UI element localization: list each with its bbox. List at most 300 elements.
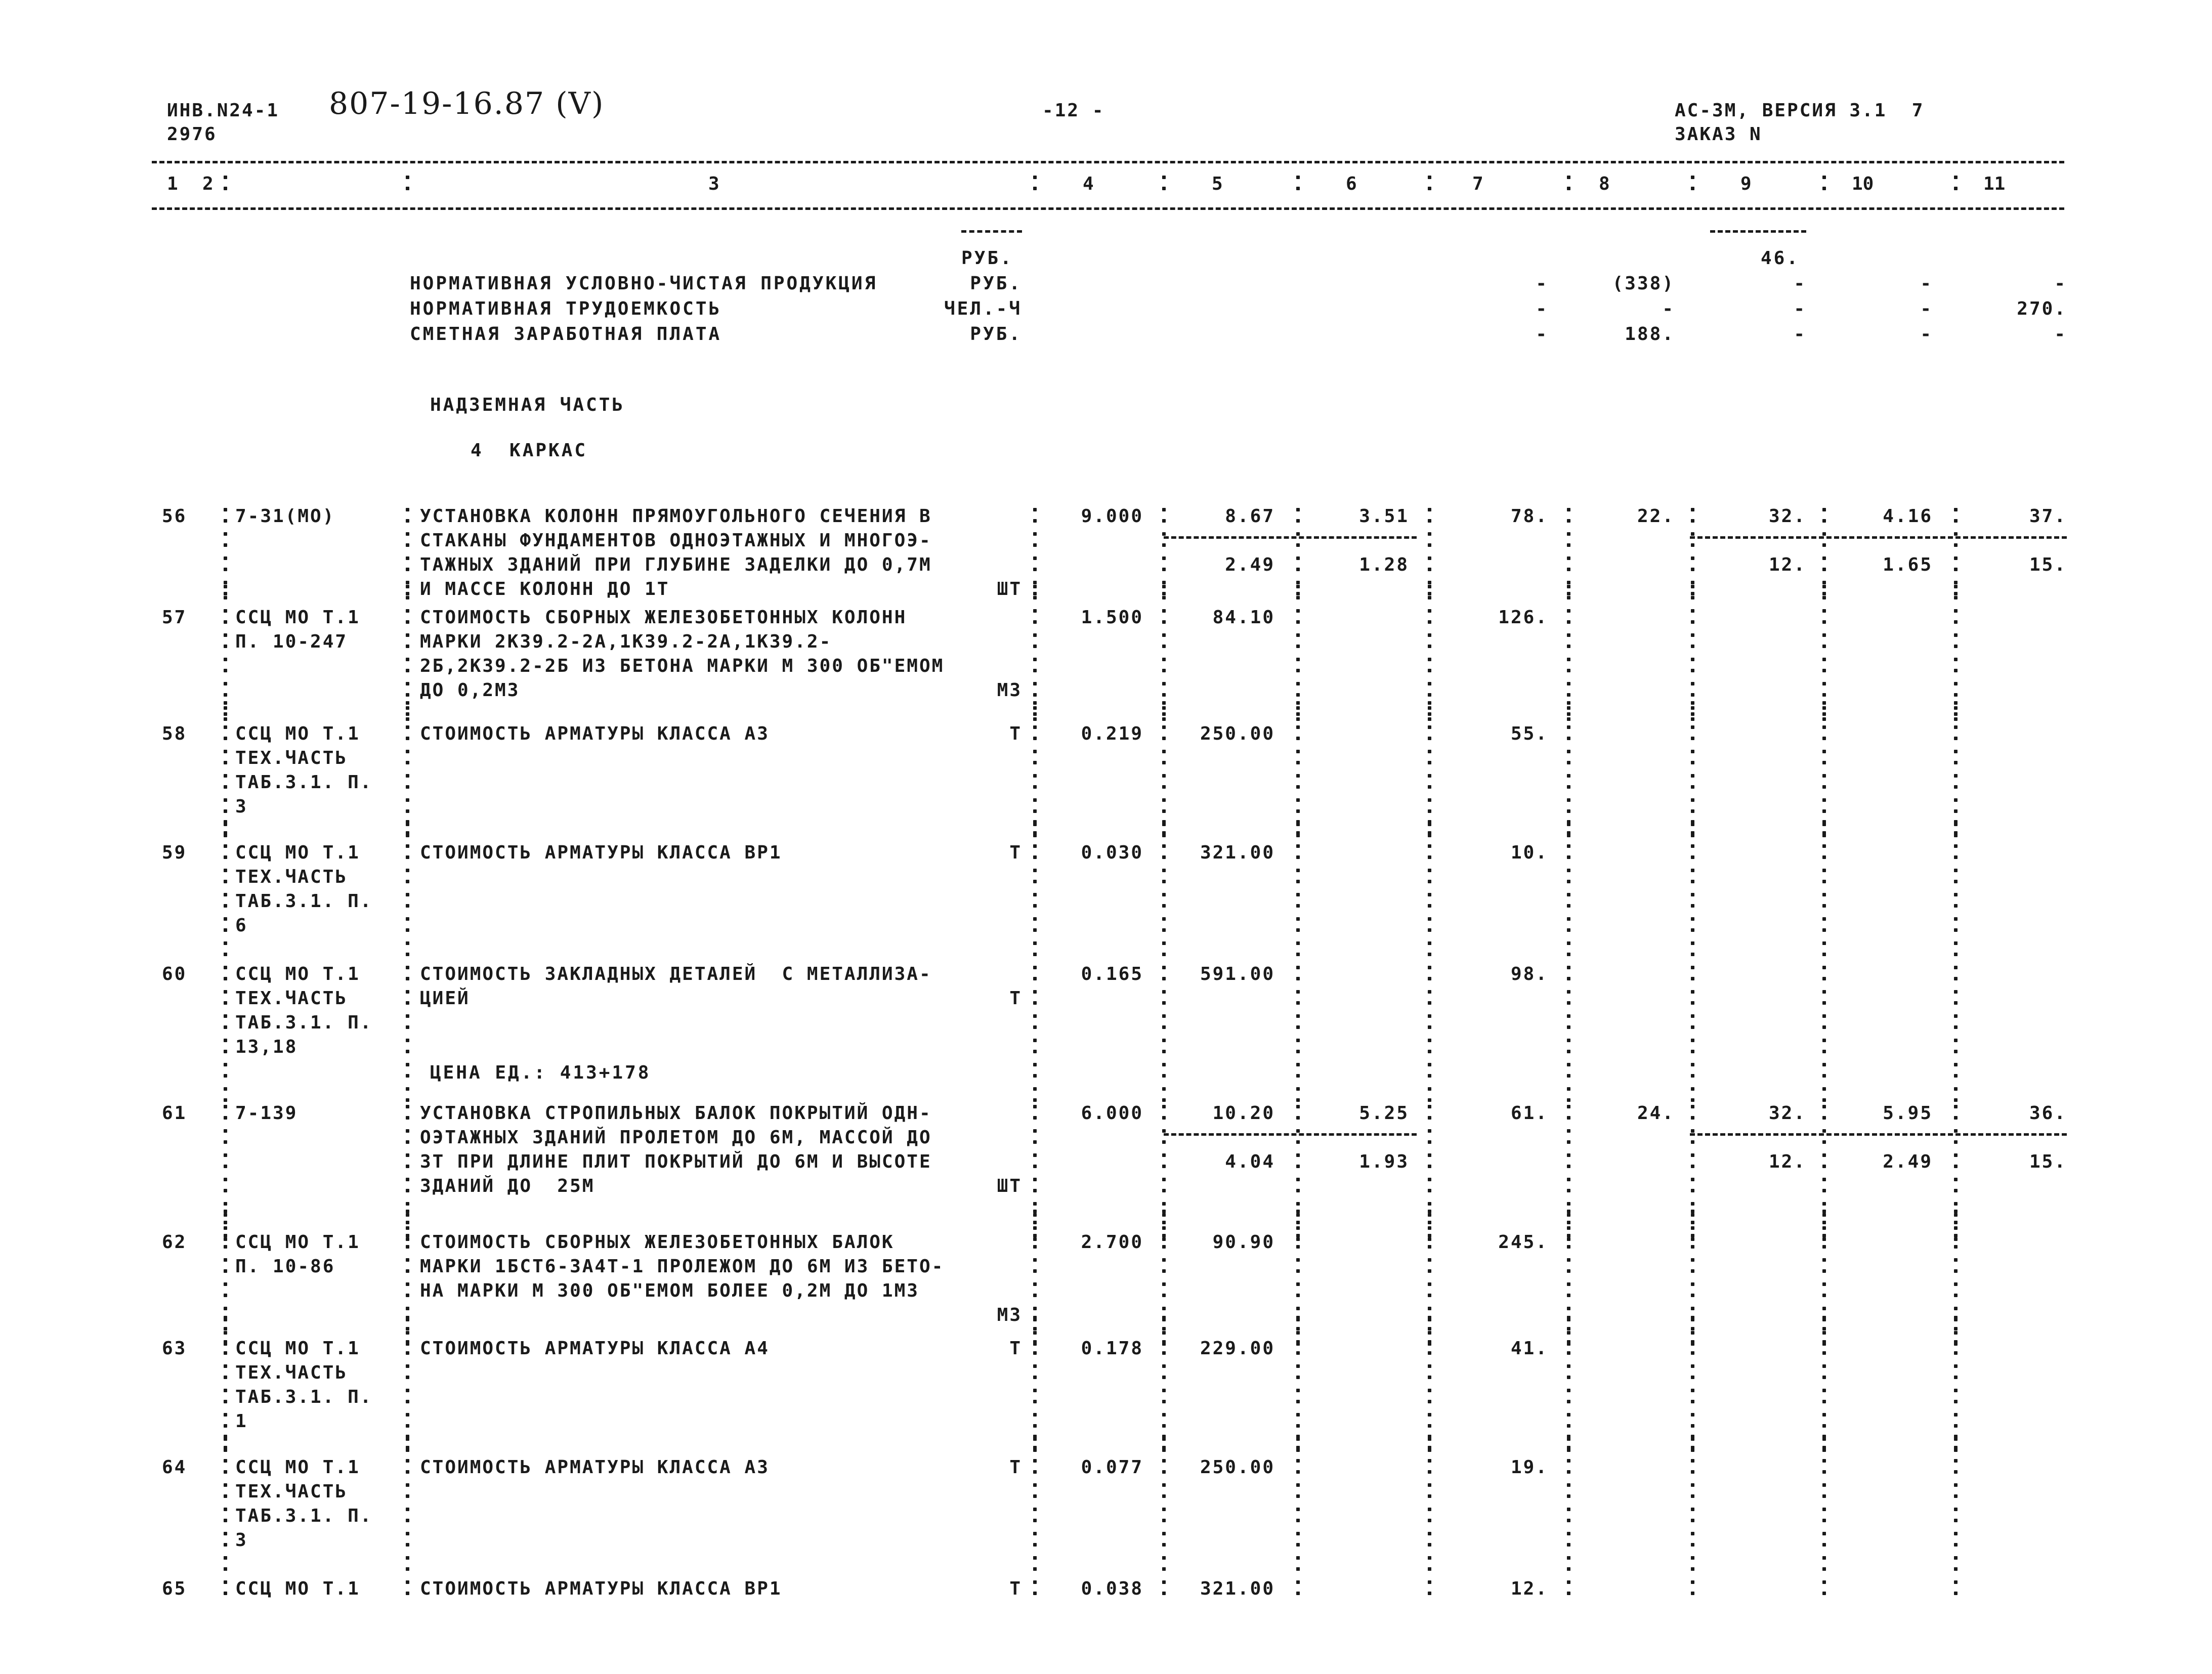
- work-description: ТАЖНЫХ ЗДАНИЙ ПРИ ГЛУБИНЕ ЗАДЕЛКИ ДО 0,7М: [420, 554, 932, 575]
- column-separator: [405, 1210, 410, 1225]
- column-separator: [405, 990, 410, 1005]
- summary-c9: -: [1794, 324, 1806, 345]
- column-separator: [1161, 1129, 1166, 1144]
- column-separator: [1566, 1258, 1571, 1273]
- column-separator: [1690, 893, 1695, 908]
- column-separator: [1953, 1483, 1958, 1498]
- column-separator: [1427, 917, 1432, 932]
- column-number: 3: [708, 174, 719, 194]
- column-separator: [1427, 1210, 1432, 1225]
- column-separator: [1032, 633, 1037, 649]
- column-separator: [1690, 682, 1695, 697]
- summary-c7: -: [1536, 273, 1548, 294]
- column-separator: [1161, 990, 1166, 1005]
- column-separator: [1566, 725, 1571, 741]
- column-separator: [1566, 893, 1571, 908]
- column-separator: [223, 1014, 228, 1029]
- column-separator: [1566, 820, 1571, 835]
- column-separator: [1427, 750, 1432, 765]
- cell-c5: 90.90: [1212, 1232, 1275, 1253]
- column-separator: [223, 1340, 228, 1355]
- row-number: 63: [162, 1338, 187, 1359]
- column-separator: [1295, 941, 1300, 957]
- unit: ШТ: [997, 579, 1022, 599]
- column-separator: [1690, 1316, 1695, 1331]
- cell-c5: 8.67: [1225, 506, 1275, 527]
- column-number-separator: [1032, 176, 1037, 191]
- column-separator: [1427, 1483, 1432, 1498]
- column-separator: [1161, 820, 1166, 835]
- column-separator: [1032, 1389, 1037, 1404]
- column-separator: [1566, 966, 1571, 981]
- column-separator: [1032, 682, 1037, 697]
- column-separator: [405, 1580, 410, 1596]
- cell-c5: 84.10: [1212, 607, 1275, 628]
- column-number: 4: [1083, 174, 1094, 194]
- column-number: 2: [202, 174, 214, 194]
- column-separator: [1821, 893, 1826, 908]
- column-separator: [1566, 1435, 1571, 1450]
- cell-c7: 245.: [1498, 1232, 1548, 1253]
- column-number: 5: [1212, 174, 1223, 194]
- column-separator: [223, 1580, 228, 1596]
- cell-c8: 22.: [1637, 506, 1675, 527]
- column-separator: [1690, 1435, 1695, 1450]
- column-separator: [1821, 844, 1826, 860]
- summary-c11: 270.: [2017, 298, 2067, 319]
- column-separator: [1295, 750, 1300, 765]
- column-separator: [1427, 1282, 1432, 1298]
- column-separator: [1690, 701, 1695, 716]
- column-separator: [1566, 609, 1571, 624]
- column-separator: [1566, 1210, 1571, 1225]
- column-separator: [1032, 1413, 1037, 1428]
- column-separator: [1566, 750, 1571, 765]
- cost-code: ТЕХ.ЧАСТЬ: [235, 748, 348, 768]
- unit: Т: [1009, 1338, 1022, 1359]
- column-separator: [1427, 1039, 1432, 1054]
- column-separator: [1690, 750, 1695, 765]
- cell-c6: 3.51: [1359, 506, 1409, 527]
- column-separator: [405, 1389, 410, 1404]
- column-separator: [1690, 869, 1695, 884]
- column-separator: [1295, 1316, 1300, 1331]
- column-separator: [1032, 1153, 1037, 1169]
- column-separator: [223, 774, 228, 789]
- cell-c4: 2.700: [1081, 1232, 1143, 1253]
- column-separator: [1032, 1435, 1037, 1450]
- column-separator: [405, 966, 410, 981]
- column-separator: [1161, 1039, 1166, 1054]
- column-separator: [1690, 725, 1695, 741]
- column-separator: [1161, 1014, 1166, 1029]
- work-description: 3Т ПРИ ДЛИНЕ ПЛИТ ПОКРЫТИЙ ДО 6М И ВЫСОТЕ: [420, 1151, 932, 1172]
- column-separator: [1953, 1234, 1958, 1249]
- column-separator: [405, 917, 410, 932]
- cell-c4: 6.000: [1081, 1103, 1143, 1124]
- column-separator: [223, 1413, 228, 1428]
- column-separator: [223, 1483, 228, 1498]
- column-separator: [1161, 1413, 1166, 1428]
- column-separator: [1821, 1508, 1826, 1523]
- column-separator: [1161, 1178, 1166, 1193]
- header-top-rule: [152, 161, 2064, 163]
- column-separator: [405, 1129, 410, 1144]
- column-separator: [1821, 750, 1826, 765]
- column-separator: [405, 1556, 410, 1571]
- column-separator: [1690, 966, 1695, 981]
- column-separator: [223, 844, 228, 860]
- column-separator: [1161, 1532, 1166, 1547]
- column-separator: [1566, 1087, 1571, 1102]
- work-description: ОЭТАЖНЫХ ЗДАНИЙ ПРОЛЕТОМ ДО 6М, МАССОЙ ДО: [420, 1127, 932, 1148]
- column-separator: [1566, 798, 1571, 813]
- column-separator: [1566, 1282, 1571, 1298]
- column-separator: [1821, 1556, 1826, 1571]
- column-separator: [1953, 725, 1958, 741]
- column-separator: [223, 798, 228, 813]
- column-separator: [1821, 1063, 1826, 1078]
- column-separator: [1821, 917, 1826, 932]
- column-separator: [1295, 1129, 1300, 1144]
- row-number: 65: [162, 1578, 187, 1599]
- summary-unit: ЧЕЛ.-Ч: [944, 298, 1022, 319]
- cost-code: П. 10-86: [235, 1256, 335, 1277]
- column-separator: [1953, 658, 1958, 673]
- column-number-separator: [1821, 176, 1826, 191]
- column-separator: [1427, 1153, 1432, 1169]
- unit: М3: [997, 1305, 1022, 1325]
- column-separator: [1161, 633, 1166, 649]
- column-separator: [1032, 532, 1037, 547]
- column-separator: [223, 1508, 228, 1523]
- work-description: СТОИМОСТЬ ЗАКЛАДНЫХ ДЕТАЛЕЙ С МЕТАЛЛИЗА-: [420, 964, 932, 984]
- column-separator: [1295, 658, 1300, 673]
- column-separator: [1566, 1508, 1571, 1523]
- column-separator: [1690, 1129, 1695, 1144]
- cost-code: ТЕХ.ЧАСТЬ: [235, 867, 348, 887]
- column-separator: [1295, 609, 1300, 624]
- column-separator: [1953, 1014, 1958, 1029]
- cell-c7: 126.: [1498, 607, 1548, 628]
- summary-unit: РУБ.: [970, 273, 1022, 294]
- handwritten-project-code: 807-19-16.87 (V): [329, 86, 605, 121]
- column-separator: [1032, 585, 1037, 600]
- column-separator: [1690, 1178, 1695, 1193]
- unit: Т: [1009, 842, 1022, 863]
- column-separator: [1953, 1282, 1958, 1298]
- column-separator: [223, 682, 228, 697]
- column-separator: [1566, 1039, 1571, 1054]
- column-separator: [1690, 1532, 1695, 1547]
- column-separator: [1821, 1178, 1826, 1193]
- cost-code: ТЕХ.ЧАСТЬ: [235, 1481, 348, 1502]
- cell-c4: 9.000: [1081, 506, 1143, 527]
- summary-c7: -: [1536, 324, 1548, 345]
- column-separator: [1566, 1389, 1571, 1404]
- column-separator: [1161, 1316, 1166, 1331]
- cell-c5: 10.20: [1212, 1103, 1275, 1124]
- column-separator: [405, 1178, 410, 1193]
- column-separator: [1295, 893, 1300, 908]
- column-separator: [1953, 1087, 1958, 1102]
- cell-c10: 5.95: [1883, 1103, 1933, 1124]
- system-version: АС-3М, ВЕРСИЯ 3.1 7: [1675, 100, 1925, 121]
- summary-col9-value: 46.: [1761, 248, 1800, 269]
- column-separator: [1566, 1483, 1571, 1498]
- work-description: СТАКАНЫ ФУНДАМЕНТОВ ОДНОЭТАЖНЫХ И МНОГОЭ-: [420, 530, 932, 551]
- column-separator: [1566, 1459, 1571, 1474]
- column-separator: [1295, 633, 1300, 649]
- column-separator: [1953, 844, 1958, 860]
- column-separator: [1953, 893, 1958, 908]
- column-separator: [1161, 1087, 1166, 1102]
- cell-c7: 10.: [1510, 842, 1548, 863]
- summary-c7: -: [1536, 298, 1548, 319]
- cell-c9: 32.: [1768, 506, 1806, 527]
- column-separator: [405, 633, 410, 649]
- column-separator: [223, 1532, 228, 1547]
- column-separator: [1032, 1210, 1037, 1225]
- inventory-label: ИНВ.N24-1: [167, 100, 280, 121]
- column-separator: [405, 1153, 410, 1169]
- column-separator: [1690, 1483, 1695, 1498]
- column-number: 9: [1740, 174, 1752, 194]
- summary-c11: -: [2054, 324, 2067, 345]
- column-separator: [1690, 1413, 1695, 1428]
- column-separator: [1161, 658, 1166, 673]
- column-separator: [1690, 1039, 1695, 1054]
- column-separator: [1427, 682, 1432, 697]
- column-separator: [1690, 1258, 1695, 1273]
- cost-code: ТЕХ.ЧАСТЬ: [235, 988, 348, 1009]
- column-separator: [1821, 1039, 1826, 1054]
- unit: ШТ: [997, 1176, 1022, 1196]
- column-separator: [223, 1210, 228, 1225]
- column-separator: [1690, 917, 1695, 932]
- column-separator: [1953, 1580, 1958, 1596]
- column-separator: [1821, 1459, 1826, 1474]
- cell-c9: 12.: [1768, 1151, 1806, 1172]
- column-separator: [405, 869, 410, 884]
- column-separator: [1161, 1508, 1166, 1523]
- column-separator: [1032, 869, 1037, 884]
- column-separator: [1161, 750, 1166, 765]
- work-description: МАРКИ 2К39.2-2А,1К39.2-2А,1К39.2-: [420, 631, 832, 652]
- column-separator: [1427, 820, 1432, 835]
- column-separator: [1690, 1340, 1695, 1355]
- column-separator: [1690, 609, 1695, 624]
- cell-c7: 12.: [1510, 1578, 1548, 1599]
- column-separator: [1032, 990, 1037, 1005]
- column-separator: [1821, 585, 1826, 600]
- cell-c7: 19.: [1510, 1457, 1548, 1478]
- column-separator: [405, 1413, 410, 1428]
- column-separator: [405, 1105, 410, 1120]
- order-label: ЗАКАЗ N: [1675, 124, 1762, 145]
- cost-code: 3: [235, 796, 248, 817]
- column-number: 11: [1983, 174, 2006, 194]
- column-separator: [1690, 844, 1695, 860]
- column-separator: [1690, 532, 1695, 547]
- column-separator: [1566, 701, 1571, 716]
- cell-c5: 321.00: [1200, 1578, 1275, 1599]
- summary-c8: (338): [1612, 273, 1675, 294]
- column-separator: [405, 798, 410, 813]
- column-number-separator: [1953, 176, 1958, 191]
- column-separator: [223, 556, 228, 572]
- column-separator: [1427, 941, 1432, 957]
- column-separator: [405, 682, 410, 697]
- column-separator: [1821, 1389, 1826, 1404]
- column-separator: [223, 750, 228, 765]
- subtotal-rule: [1164, 1133, 1417, 1136]
- column-separator: [223, 1105, 228, 1120]
- column-separator: [405, 844, 410, 860]
- column-separator: [1821, 658, 1826, 673]
- column-separator: [1566, 1316, 1571, 1331]
- column-separator: [405, 820, 410, 835]
- column-separator: [1032, 1014, 1037, 1029]
- column-separator: [223, 725, 228, 741]
- cost-code: 1: [235, 1411, 248, 1432]
- column-separator: [1953, 990, 1958, 1005]
- column-separator: [1566, 633, 1571, 649]
- column-separator: [1295, 585, 1300, 600]
- column-separator: [1953, 750, 1958, 765]
- column-separator: [1295, 1435, 1300, 1450]
- column-separator: [1427, 893, 1432, 908]
- column-separator: [223, 658, 228, 673]
- column-separator: [1821, 609, 1826, 624]
- column-separator: [1427, 701, 1432, 716]
- column-number: 1: [167, 174, 178, 194]
- work-description: СТОИМОСТЬ СБОРНЫХ ЖЕЛЕЗОБЕТОННЫХ КОЛОНН: [420, 607, 907, 628]
- column-separator: [1690, 798, 1695, 813]
- cell-c11: 15.: [2029, 1151, 2067, 1172]
- cost-code: ТАБ.3.1. П.: [235, 1387, 373, 1407]
- column-separator: [1821, 1316, 1826, 1331]
- column-separator: [1566, 1413, 1571, 1428]
- column-separator: [405, 1364, 410, 1380]
- column-separator: [1953, 774, 1958, 789]
- column-separator: [1566, 1340, 1571, 1355]
- column-separator: [1427, 633, 1432, 649]
- column-separator: [1566, 1364, 1571, 1380]
- column-separator: [1821, 1483, 1826, 1498]
- column-number: 7: [1472, 174, 1483, 194]
- column-separator: [1161, 1210, 1166, 1225]
- column-separator: [1032, 1556, 1037, 1571]
- column-separator: [1295, 1508, 1300, 1523]
- cell-c4: 0.030: [1081, 842, 1143, 863]
- column-separator: [1690, 1014, 1695, 1029]
- column-separator: [1032, 1532, 1037, 1547]
- column-separator: [1821, 1014, 1826, 1029]
- column-separator: [1427, 1435, 1432, 1450]
- column-separator: [405, 609, 410, 624]
- column-separator: [1295, 1087, 1300, 1102]
- column-separator: [1295, 1580, 1300, 1596]
- column-separator: [1821, 682, 1826, 697]
- column-separator: [1427, 1087, 1432, 1102]
- column-separator: [1690, 1282, 1695, 1298]
- column-separator: [1295, 1389, 1300, 1404]
- column-separator: [1953, 798, 1958, 813]
- column-separator: [1690, 941, 1695, 957]
- column-separator: [1821, 1340, 1826, 1355]
- column-separator: [1427, 1063, 1432, 1078]
- cost-code: ТАБ.3.1. П.: [235, 772, 373, 793]
- cell-c6: 5.25: [1359, 1103, 1409, 1124]
- column-separator: [1690, 1364, 1695, 1380]
- column-separator: [1953, 1039, 1958, 1054]
- column-separator: [1161, 941, 1166, 957]
- work-description: СТОИМОСТЬ СБОРНЫХ ЖЕЛЕЗОБЕТОННЫХ БАЛОК: [420, 1232, 895, 1253]
- column-separator: [1032, 917, 1037, 932]
- column-separator: [405, 658, 410, 673]
- work-description: СТОИМОСТЬ АРМАТУРЫ КЛАССА А4: [420, 1338, 770, 1359]
- column-separator: [405, 532, 410, 547]
- column-separator: [1953, 701, 1958, 716]
- column-separator: [223, 1039, 228, 1054]
- column-separator: [405, 750, 410, 765]
- column-separator: [1566, 532, 1571, 547]
- cost-code: ССЦ МО Т.1: [235, 964, 360, 984]
- column-separator: [1161, 682, 1166, 697]
- column-separator: [1566, 844, 1571, 860]
- work-description: СТОИМОСТЬ АРМАТУРЫ КЛАССА А3: [420, 723, 770, 744]
- column-separator: [1032, 556, 1037, 572]
- column-separator: [1295, 682, 1300, 697]
- column-separator: [1690, 774, 1695, 789]
- column-number-separator: [223, 176, 228, 191]
- column-separator: [1690, 633, 1695, 649]
- summary-c10: -: [1920, 324, 1933, 345]
- cost-code: 7-31(МО): [235, 506, 335, 527]
- column-separator: [1032, 1258, 1037, 1273]
- column-separator: [1953, 1129, 1958, 1144]
- unit: М3: [997, 680, 1022, 701]
- work-description: УСТАНОВКА СТРОПИЛЬНЫХ БАЛОК ПОКРЫТИЙ ОДН-: [420, 1103, 932, 1124]
- column-separator: [1690, 1556, 1695, 1571]
- cell-c4: 0.165: [1081, 964, 1143, 984]
- column-separator: [1566, 1063, 1571, 1078]
- column-separator: [405, 941, 410, 957]
- work-description: МАРКИ 1БСТ6-3А4Т-1 ПРОЛЕЖОМ ДО 6М ИЗ БЕТО-: [420, 1256, 945, 1277]
- column-separator: [405, 725, 410, 741]
- column-separator: [1566, 1532, 1571, 1547]
- cost-code: ТАБ.3.1. П.: [235, 1012, 373, 1033]
- column-separator: [1295, 844, 1300, 860]
- cell-c10: 4.16: [1883, 506, 1933, 527]
- column-separator: [223, 893, 228, 908]
- column-separator: [1953, 869, 1958, 884]
- column-separator: [1953, 1389, 1958, 1404]
- cell-c7: 41.: [1510, 1338, 1548, 1359]
- subtotal-rule: [1690, 1133, 2067, 1136]
- column-separator: [405, 893, 410, 908]
- column-separator: [1566, 869, 1571, 884]
- column-separator: [405, 1532, 410, 1547]
- column-separator: [1566, 1556, 1571, 1571]
- work-description: ЦИЕЙ: [420, 988, 470, 1009]
- column-separator: [223, 1087, 228, 1102]
- column-separator: [1295, 1178, 1300, 1193]
- column-separator: [1295, 1364, 1300, 1380]
- inventory-number: 2976: [167, 124, 217, 145]
- column-separator: [1953, 1532, 1958, 1547]
